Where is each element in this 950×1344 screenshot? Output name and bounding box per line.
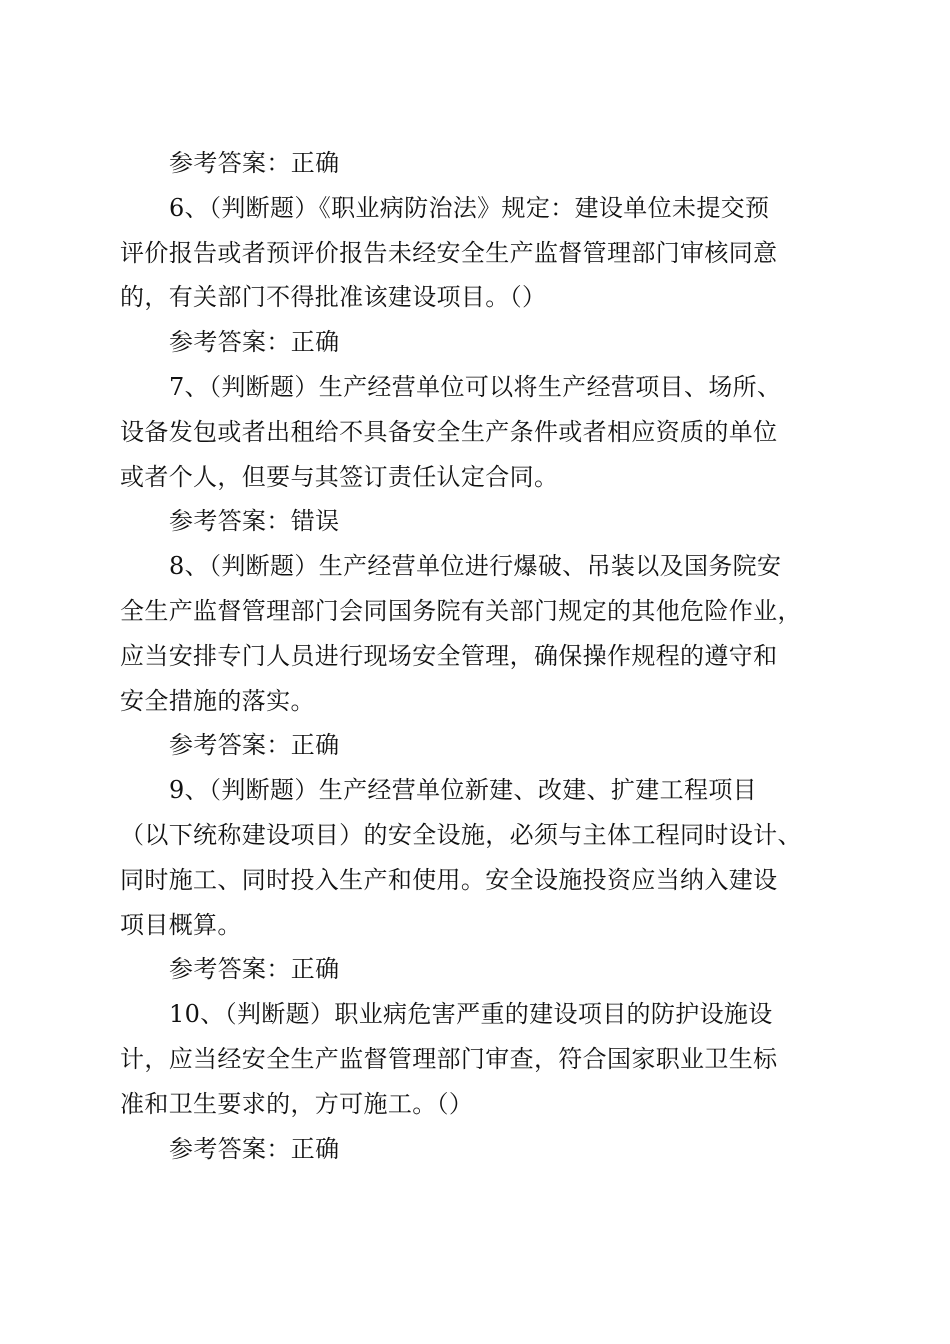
question-block — [120, 768, 840, 947]
question-line: （以下统称建设项目）的安全设施，必须与主体工程同时设计、 — [120, 820, 802, 849]
question-first-line: 7、（判断题）生产经营单位可以将生产经营项目、场所、 — [169, 372, 782, 401]
answer-block — [120, 499, 840, 544]
answer-line: 参考答案：错误 — [169, 507, 340, 536]
question-line: 全生产监督管理部门会同国务院有关部门规定的其他危险作业， — [120, 596, 802, 625]
answer-block — [120, 723, 840, 768]
question-line: 同时施工、同时投入生产和使用。安全设施投资应当纳入建设 — [120, 865, 778, 894]
question-line: 的，有关部门不得批准该建设项目。（） — [120, 283, 547, 312]
question-line: 应当安排专门人员进行现场安全管理，确保操作规程的遵守和 — [120, 641, 778, 670]
question-first-line: 8、（判断题）生产经营单位进行爆破、吊装以及国务院安 — [169, 552, 782, 581]
question-block — [120, 544, 840, 723]
question-first-line: 6、（判断题）《职业病防治法》规定：建设单位未提交预 — [169, 193, 770, 222]
question-line: 准和卫生要求的，方可施工。（） — [120, 1089, 474, 1118]
answer-block — [120, 320, 840, 365]
answer-block — [120, 947, 840, 992]
answer-block — [120, 1127, 840, 1172]
answer-block — [120, 141, 840, 186]
question-line: 设备发包或者出租给不具备安全生产条件或者相应资质的单位 — [120, 417, 778, 446]
question-list — [120, 141, 840, 1171]
question-line: 安全措施的落实。 — [120, 686, 315, 715]
question-first-line: 9、（判断题）生产经营单位新建、改建、扩建工程项目 — [169, 776, 758, 805]
question-block — [120, 186, 840, 320]
answer-line: 参考答案：正确 — [169, 149, 340, 177]
question-line: 计，应当经安全生产监督管理部门审查，符合国家职业卫生标 — [120, 1044, 778, 1073]
answer-line: 参考答案：正确 — [169, 1134, 340, 1163]
question-first-line: 10、（判断题）职业病危害严重的建设项目的防护设施设 — [169, 1000, 773, 1029]
question-line: 评价报告或者预评价报告未经安全生产监督管理部门审核同意 — [120, 238, 778, 267]
answer-line: 参考答案：正确 — [169, 731, 340, 760]
answer-line: 参考答案：正确 — [169, 328, 340, 357]
question-block — [120, 992, 840, 1126]
question-line: 项目概算。 — [120, 910, 242, 939]
question-block — [120, 365, 840, 499]
answer-line: 参考答案：正确 — [169, 955, 340, 984]
question-line: 或者个人，但要与其签订责任认定合同。 — [120, 462, 559, 491]
